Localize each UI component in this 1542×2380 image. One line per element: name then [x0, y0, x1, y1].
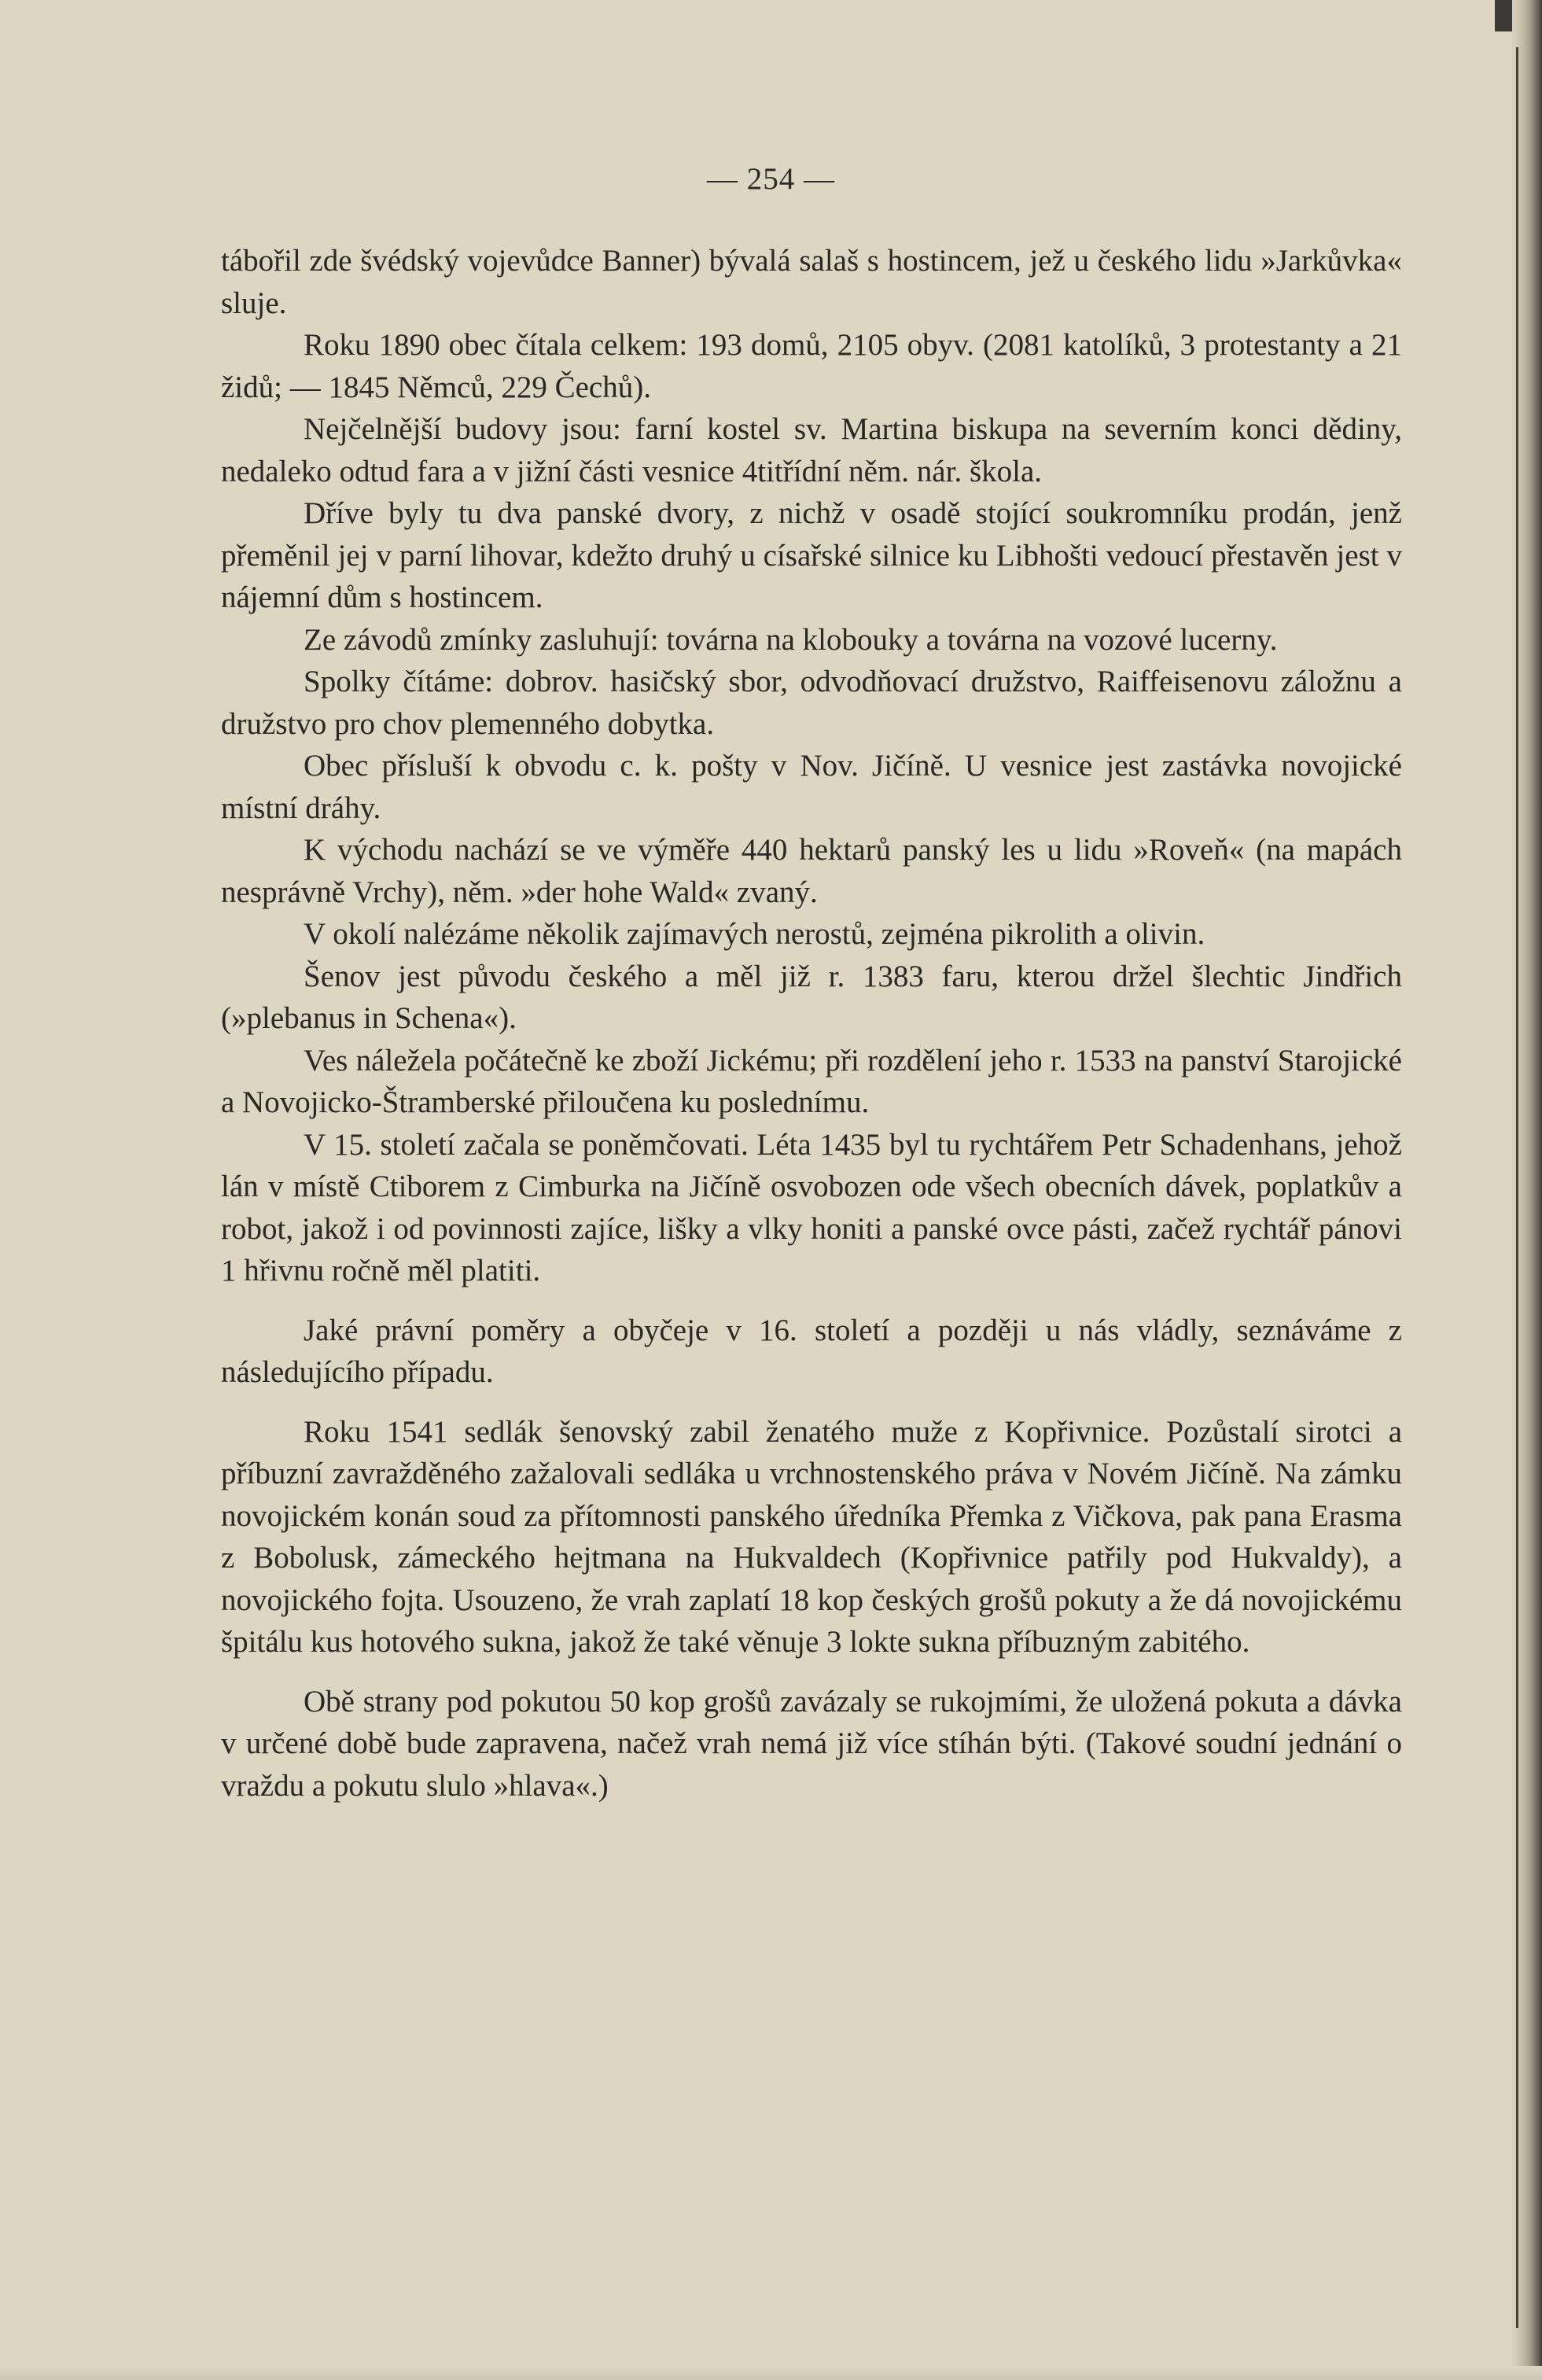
paragraph: Nejčelnější budovy jsou: farní kostel sv. Martina biskupa na severním konci dědiny, nedaleko odtud fara a v jižní části vesnice 4titřídní něm. nár. škola.	[221, 412, 1402, 488]
paragraph: Spolky čítáme: dobrov. hasičský sbor, odvodňovací družstvo, Raiffeisenovu záložnu a družstvo pro chov plemenného dobytka.	[221, 665, 1402, 741]
paragraph: tábořil zde švédský vojevůdce Banner) bývalá salaš s hostincem, jež u českého lidu »Jarkůvka« sluje.	[221, 244, 1402, 320]
paragraph: Obec přísluší k obvodu c. k. pošty v Nov. Jičíně. U vesnice jest zastávka novojické místní dráhy.	[221, 749, 1402, 825]
paragraph: Ves náležela počátečně ke zboží Jickému; při rozdělení jeho r. 1533 na panství Starojické a Novojicko-Štramberské přiloučena ku poslednímu.	[221, 1043, 1402, 1119]
paragraph: Dříve byly tu dva panské dvory, z nichž v osadě stojící soukromníku prodán, jenž přeměnil jej v parní lihovar, kdežto druhý u císařské silnice ku Libhošti vedoucí přestavěn jest v nájemní dům s hostincem.	[221, 496, 1402, 614]
paragraph: Obě strany pod pokutou 50 kop grošů zavázaly se rukojmími, že uložená pokuta a dávka v určené době bude zapravena, načež vrah nemá již více stíhán býti. (Takové soudní jednání o vraždu a pokutu slulo »hlava«.)	[221, 1684, 1402, 1803]
paragraph: K východu nachází se ve výměře 440 hektarů panský les u lidu »Roveň« (na mapách nesprávně Vrchy), něm. »der hohe Wald« zvaný.	[221, 833, 1402, 909]
paragraph: V okolí nalézáme několik zajímavých nerostů, zejména pikrolith a olivin.	[304, 917, 1205, 951]
paragraph: Šenov jest původu českého a měl již r. 1383 faru, kterou držel šlechtic Jindřich (»plebanus in Schena«).	[221, 959, 1402, 1035]
paragraph: V 15. století začala se poněmčovati. Léta 1435 byl tu rychtářem Petr Schadenhans, jehož lán v místě Ctiborem z Cimburka na Jičíně osvobozen ode všech obecních dávek, poplatkův a robot, jakož i od povinnosti zajíce, lišky a vlky honiti a panské ovce pásti, začež rychtář pánovi 1 hřivnu ročně měl platiti.	[221, 1127, 1402, 1288]
binding-line	[1516, 47, 1518, 2328]
body-text	[221, 240, 1402, 1807]
paragraph: Roku 1541 sedlák šenovský zabil ženatého muže z Kopřivnice. Pozůstalí sirotci a příbuzní zavražděného zažalovali sedláka u vrchnostenského práva v Novém Jičíně. Na zámku novojickém konán soud za přítomnosti panského úředníka Přemka z Vičkova, pak pana Erasma z Bobolusk, zámeckého hejtmana na Hukvaldech (Kopřivnice patřily pod Hukvaldy), a novojického fojta. Usouzeno, že vrah zaplatí 18 kop českých grošů pokuty a že dá novojickému špitálu kus hotového sukna, jakož že také věnuje 3 lokte sukna příbuzným zabitého.	[221, 1414, 1402, 1659]
page-bottom-edge	[0, 2366, 1542, 2380]
paragraph: Roku 1890 obec čítala celkem: 193 domů, 2105 obyv. (2081 katolíků, 3 protestanty a 21 židů; — 1845 Němců, 229 Čechů).	[221, 328, 1402, 404]
paragraph: Jaké právní poměry a obyčeje v 16. století a později u nás vládly, seznáváme z následujícího případu.	[221, 1313, 1402, 1389]
paragraph: Ze závodů zmínky zasluhují: továrna na klobouky a továrna na vozové lucerny.	[304, 622, 1278, 657]
page-number: — 254 —	[707, 162, 835, 196]
